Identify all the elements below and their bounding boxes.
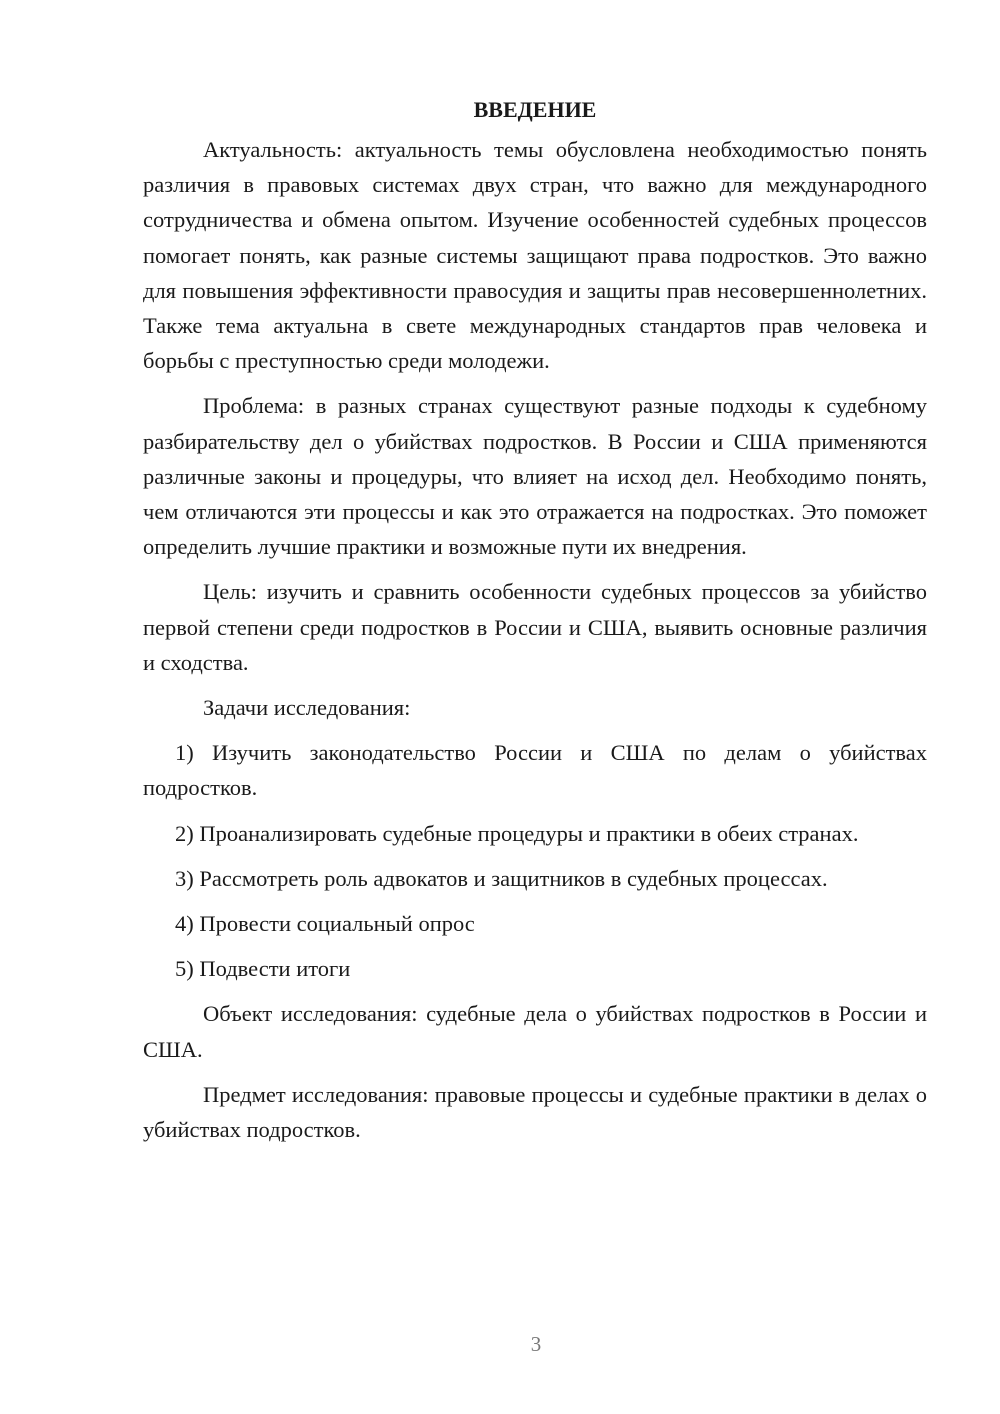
list-item: 3) Рассмотреть роль адвокатов и защитников в судебных процессах. — [175, 865, 828, 891]
paragraph-relevance: Актуальность: актуальность темы обусловлена необходимостью понять различия в правовых системах двух стран, что важно для международного сотрудничества и обмена опытом. Изучение особенностей судебных процессов помогает понять, как разные системы защищают права подростков. Это важно для повышения эффективности правосудия и защиты прав несовершеннолетних. Также тема актуальна в свете международных стандартов прав человека и борьбы с преступностью среди молодежи. — [143, 137, 927, 374]
page-number: 3 — [530, 1332, 542, 1356]
paragraph-subject: Предмет исследования: правовые процессы и судебные практики в делах о убийствах подростков. — [143, 1081, 927, 1143]
tasks-list — [143, 735, 927, 986]
list-item: 4) Провести социальный опрос — [175, 911, 475, 937]
paragraph-object: Объект исследования: судебные дела о убийствах подростков в России и США. — [143, 1001, 927, 1062]
list-item: 5) Подвести итоги — [175, 956, 351, 982]
list-item: 2) Проанализировать судебные процедуры и практики в обеих странах. — [175, 820, 859, 846]
list-item: 1) Изучить законодательство России и США по делам о убийствах подростков. — [143, 740, 927, 801]
paragraph-problem: Проблема: в разных странах существуют разные подходы к судебному разбирательству дел о убийствах подростков. В России и США применяются различные законы и процедуры, что влияет на исход дел. Необходимо понять, чем отличаются эти процессы и как это отражается на подростках. Это поможет определить лучшие практики и возможные пути их внедрения. — [143, 393, 927, 560]
page-title: ВВЕДЕНИЕ — [473, 97, 597, 122]
document-page — [143, 92, 927, 1157]
tasks-heading: Задачи исследования: — [203, 695, 411, 721]
paragraph-goal: Цель: изучить и сравнить особенности судебных процессов за убийство первой степени среди подростков в России и США, выявить основные различия и сходства. — [143, 579, 927, 675]
